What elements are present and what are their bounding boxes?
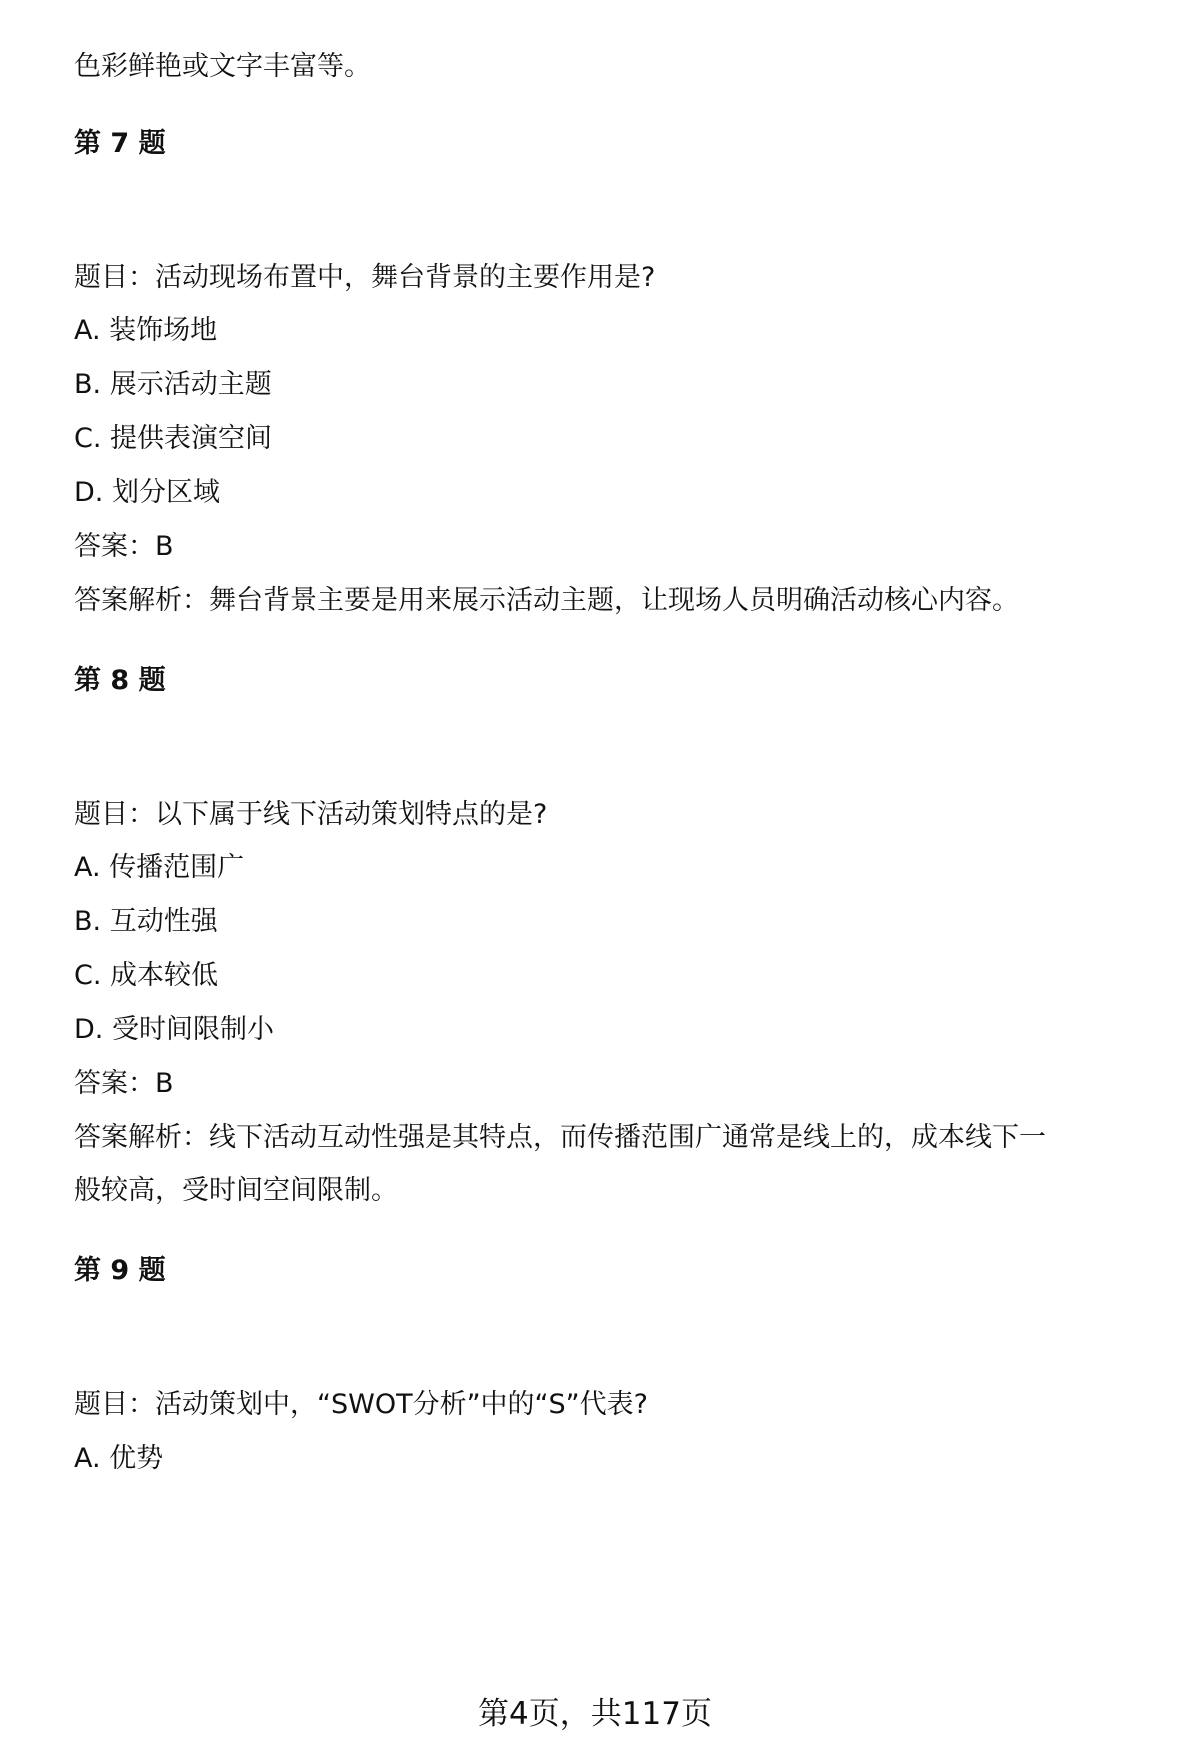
question-heading: 第 9 题 (74, 1255, 166, 1286)
option-c: C. 成本较低 (74, 960, 219, 991)
option-a: A. 装饰场地 (74, 315, 218, 346)
question-heading: 第 7 题 (74, 128, 166, 159)
option-a: A. 传播范围广 (74, 852, 245, 883)
option-b: B. 互动性强 (74, 906, 218, 937)
explanation-text: 答案解析：线下活动互动性强是其特点，而传播范围广通常是线上的，成本线下一 (74, 1122, 1046, 1153)
option-c: C. 提供表演空间 (74, 423, 273, 454)
answer-text: 答案：B (74, 1068, 174, 1099)
explanation-text-continued: 般较高，受时间空间限制。 (74, 1175, 398, 1206)
explanation-text: 答案解析：舞台背景主要是用来展示活动主题，让现场人员明确活动核心内容。 (74, 585, 1019, 616)
option-d: D. 划分区域 (74, 477, 220, 508)
option-d: D. 受时间限制小 (74, 1014, 274, 1045)
option-a: A. 优势 (74, 1443, 164, 1474)
page-footer: 第4页，共117页 (478, 1696, 712, 1732)
question-text: 题目：活动策划中，“SWOT分析”中的“S”代表? (74, 1389, 648, 1420)
answer-text: 答案：B (74, 531, 174, 562)
question-text: 题目：活动现场布置中，舞台背景的主要作用是? (74, 262, 656, 293)
question-heading: 第 8 题 (74, 665, 166, 696)
continuation-text: 色彩鲜艳或文字丰富等。 (74, 51, 371, 82)
option-b: B. 展示活动主题 (74, 369, 272, 400)
question-text: 题目：以下属于线下活动策划特点的是? (74, 799, 548, 830)
